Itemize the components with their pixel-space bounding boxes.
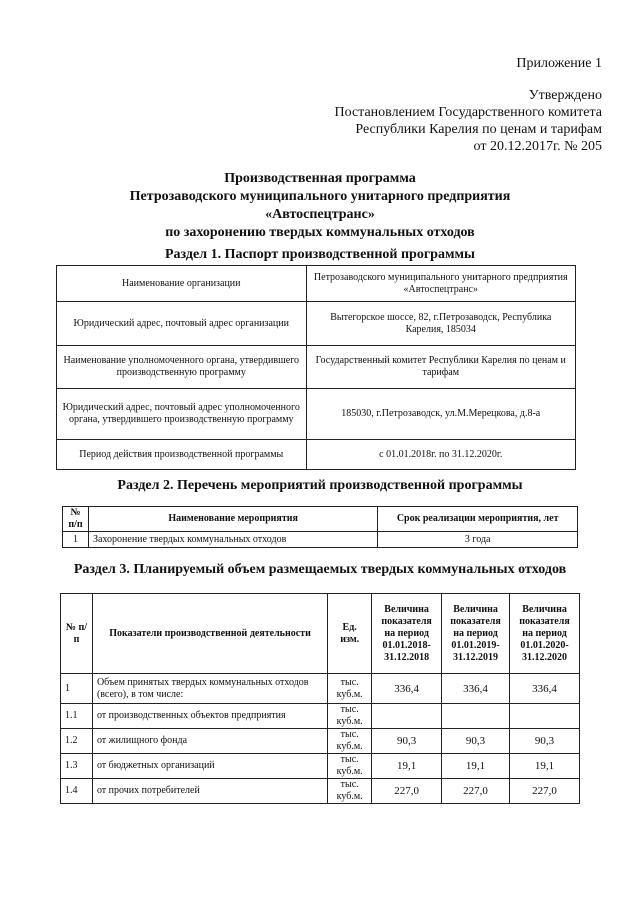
header-num: № п/п <box>63 507 89 532</box>
table-header-row <box>63 507 578 532</box>
table-row <box>61 779 580 804</box>
approval-line-1: Постановлением Государственного комитета <box>334 105 602 120</box>
approval-block <box>202 87 602 155</box>
cell-unit: тыс. куб.м. <box>328 704 372 729</box>
cell-value-2020: 19,1 <box>510 754 580 779</box>
cell-value-2018 <box>372 704 442 729</box>
title-line-4: по захоронению твердых коммунальных отходов <box>165 225 475 240</box>
table-row <box>57 302 576 346</box>
cell-label: Юридический адрес, почтовый адрес организации <box>57 302 307 346</box>
cell-unit: тыс. куб.м. <box>328 779 372 804</box>
cell-value: Вытегорское шоссе, 82, г.Петрозаводск, Республика Карелия, 185034 <box>306 302 575 346</box>
cell-value-2019: 90,3 <box>442 729 510 754</box>
header-period-2018: Величина показателя на период 01.01.2018-31.12.2018 <box>372 594 442 674</box>
cell-unit: тыс. куб.м. <box>328 674 372 704</box>
table-row <box>61 674 580 704</box>
cell-value: Государственный комитет Республики Карелия по ценам и тарифам <box>306 346 575 389</box>
appendix-label: Приложение 1 <box>516 56 602 71</box>
cell-value-2020 <box>510 704 580 729</box>
cell-value-2018: 19,1 <box>372 754 442 779</box>
title-line-1: Производственная программа <box>224 171 416 186</box>
cell-value-2020: 227,0 <box>510 779 580 804</box>
measures-table <box>62 506 578 548</box>
table-row <box>57 440 576 470</box>
cell-label: Период действия производственной программы <box>57 440 307 470</box>
cell-value-2018: 336,4 <box>372 674 442 704</box>
header-indicator: Показатели производственной деятельности <box>92 594 327 674</box>
table-row <box>61 729 580 754</box>
header-unit: Ед. изм. <box>328 594 372 674</box>
approved-label: Утверждено <box>528 88 602 103</box>
cell-indicator: от бюджетных организаций <box>92 754 327 779</box>
cell-num: 1 <box>63 532 89 548</box>
cell-value-2020: 336,4 <box>510 674 580 704</box>
table-row <box>57 266 576 302</box>
volume-table <box>60 593 580 804</box>
table-row <box>61 704 580 729</box>
cell-value-2019: 227,0 <box>442 779 510 804</box>
table-row <box>57 346 576 389</box>
cell-unit: тыс. куб.м. <box>328 754 372 779</box>
cell-term: 3 года <box>378 532 578 548</box>
approval-line-3: от 20.12.2017г. № 205 <box>473 139 602 154</box>
cell-value: 185030, г.Петрозаводск, ул.М.Мерецкова, д.8-а <box>306 389 575 440</box>
cell-value: Петрозаводского муниципального унитарного предприятия «Автоспецтранс» <box>306 266 575 302</box>
cell-label: Наименование уполномоченного органа, утвердившего производственную программу <box>57 346 307 389</box>
cell-num: 1 <box>61 674 93 704</box>
title-line-3: «Автоспецтранс» <box>265 207 375 222</box>
cell-indicator: от производственных объектов предприятия <box>92 704 327 729</box>
cell-name: Захоронение твердых коммунальных отходов <box>88 532 377 548</box>
approval-line-2: Республики Карелия по ценам и тарифам <box>355 122 602 137</box>
title-line-2: Петрозаводского муниципального унитарного предприятия <box>129 189 511 204</box>
cell-indicator: Объем принятых твердых коммунальных отходов (всего), в том числе: <box>92 674 327 704</box>
section3-heading: Раздел 3. Планируемый объем размещаемых твердых коммунальных отходов <box>73 562 567 577</box>
header-name: Наименование мероприятия <box>88 507 377 532</box>
cell-value-2018: 90,3 <box>372 729 442 754</box>
cell-indicator: от прочих потребителей <box>92 779 327 804</box>
cell-num: 1.3 <box>61 754 93 779</box>
header-period-2020: Величина показателя на период 01.01.2020-31.12.2020 <box>510 594 580 674</box>
section1-heading: Раздел 1. Паспорт производственной программы <box>165 247 475 262</box>
cell-value-2019: 336,4 <box>442 674 510 704</box>
cell-value-2020: 90,3 <box>510 729 580 754</box>
table-row <box>61 754 580 779</box>
header-num: № п/п <box>61 594 93 674</box>
cell-value-2019 <box>442 704 510 729</box>
table-row <box>63 532 578 548</box>
cell-num: 1.4 <box>61 779 93 804</box>
header-term: Срок реализации мероприятия, лет <box>378 507 578 532</box>
cell-value-2018: 227,0 <box>372 779 442 804</box>
cell-unit: тыс. куб.м. <box>328 729 372 754</box>
cell-num: 1.1 <box>61 704 93 729</box>
section2-heading: Раздел 2. Перечень мероприятий производственной программы <box>117 478 523 493</box>
cell-value-2019: 19,1 <box>442 754 510 779</box>
passport-table <box>56 265 576 470</box>
header-period-2019: Величина показателя на период 01.01.2019-31.12.2019 <box>442 594 510 674</box>
cell-value: с 01.01.2018г. по 31.12.2020г. <box>306 440 575 470</box>
cell-label: Наименование организации <box>57 266 307 302</box>
table-header-row <box>61 594 580 674</box>
cell-label: Юридический адрес, почтовый адрес уполномоченного органа, утвердившего производственную программу <box>57 389 307 440</box>
cell-indicator: от жилищного фонда <box>92 729 327 754</box>
cell-num: 1.2 <box>61 729 93 754</box>
table-row <box>57 389 576 440</box>
document-title <box>0 170 640 242</box>
